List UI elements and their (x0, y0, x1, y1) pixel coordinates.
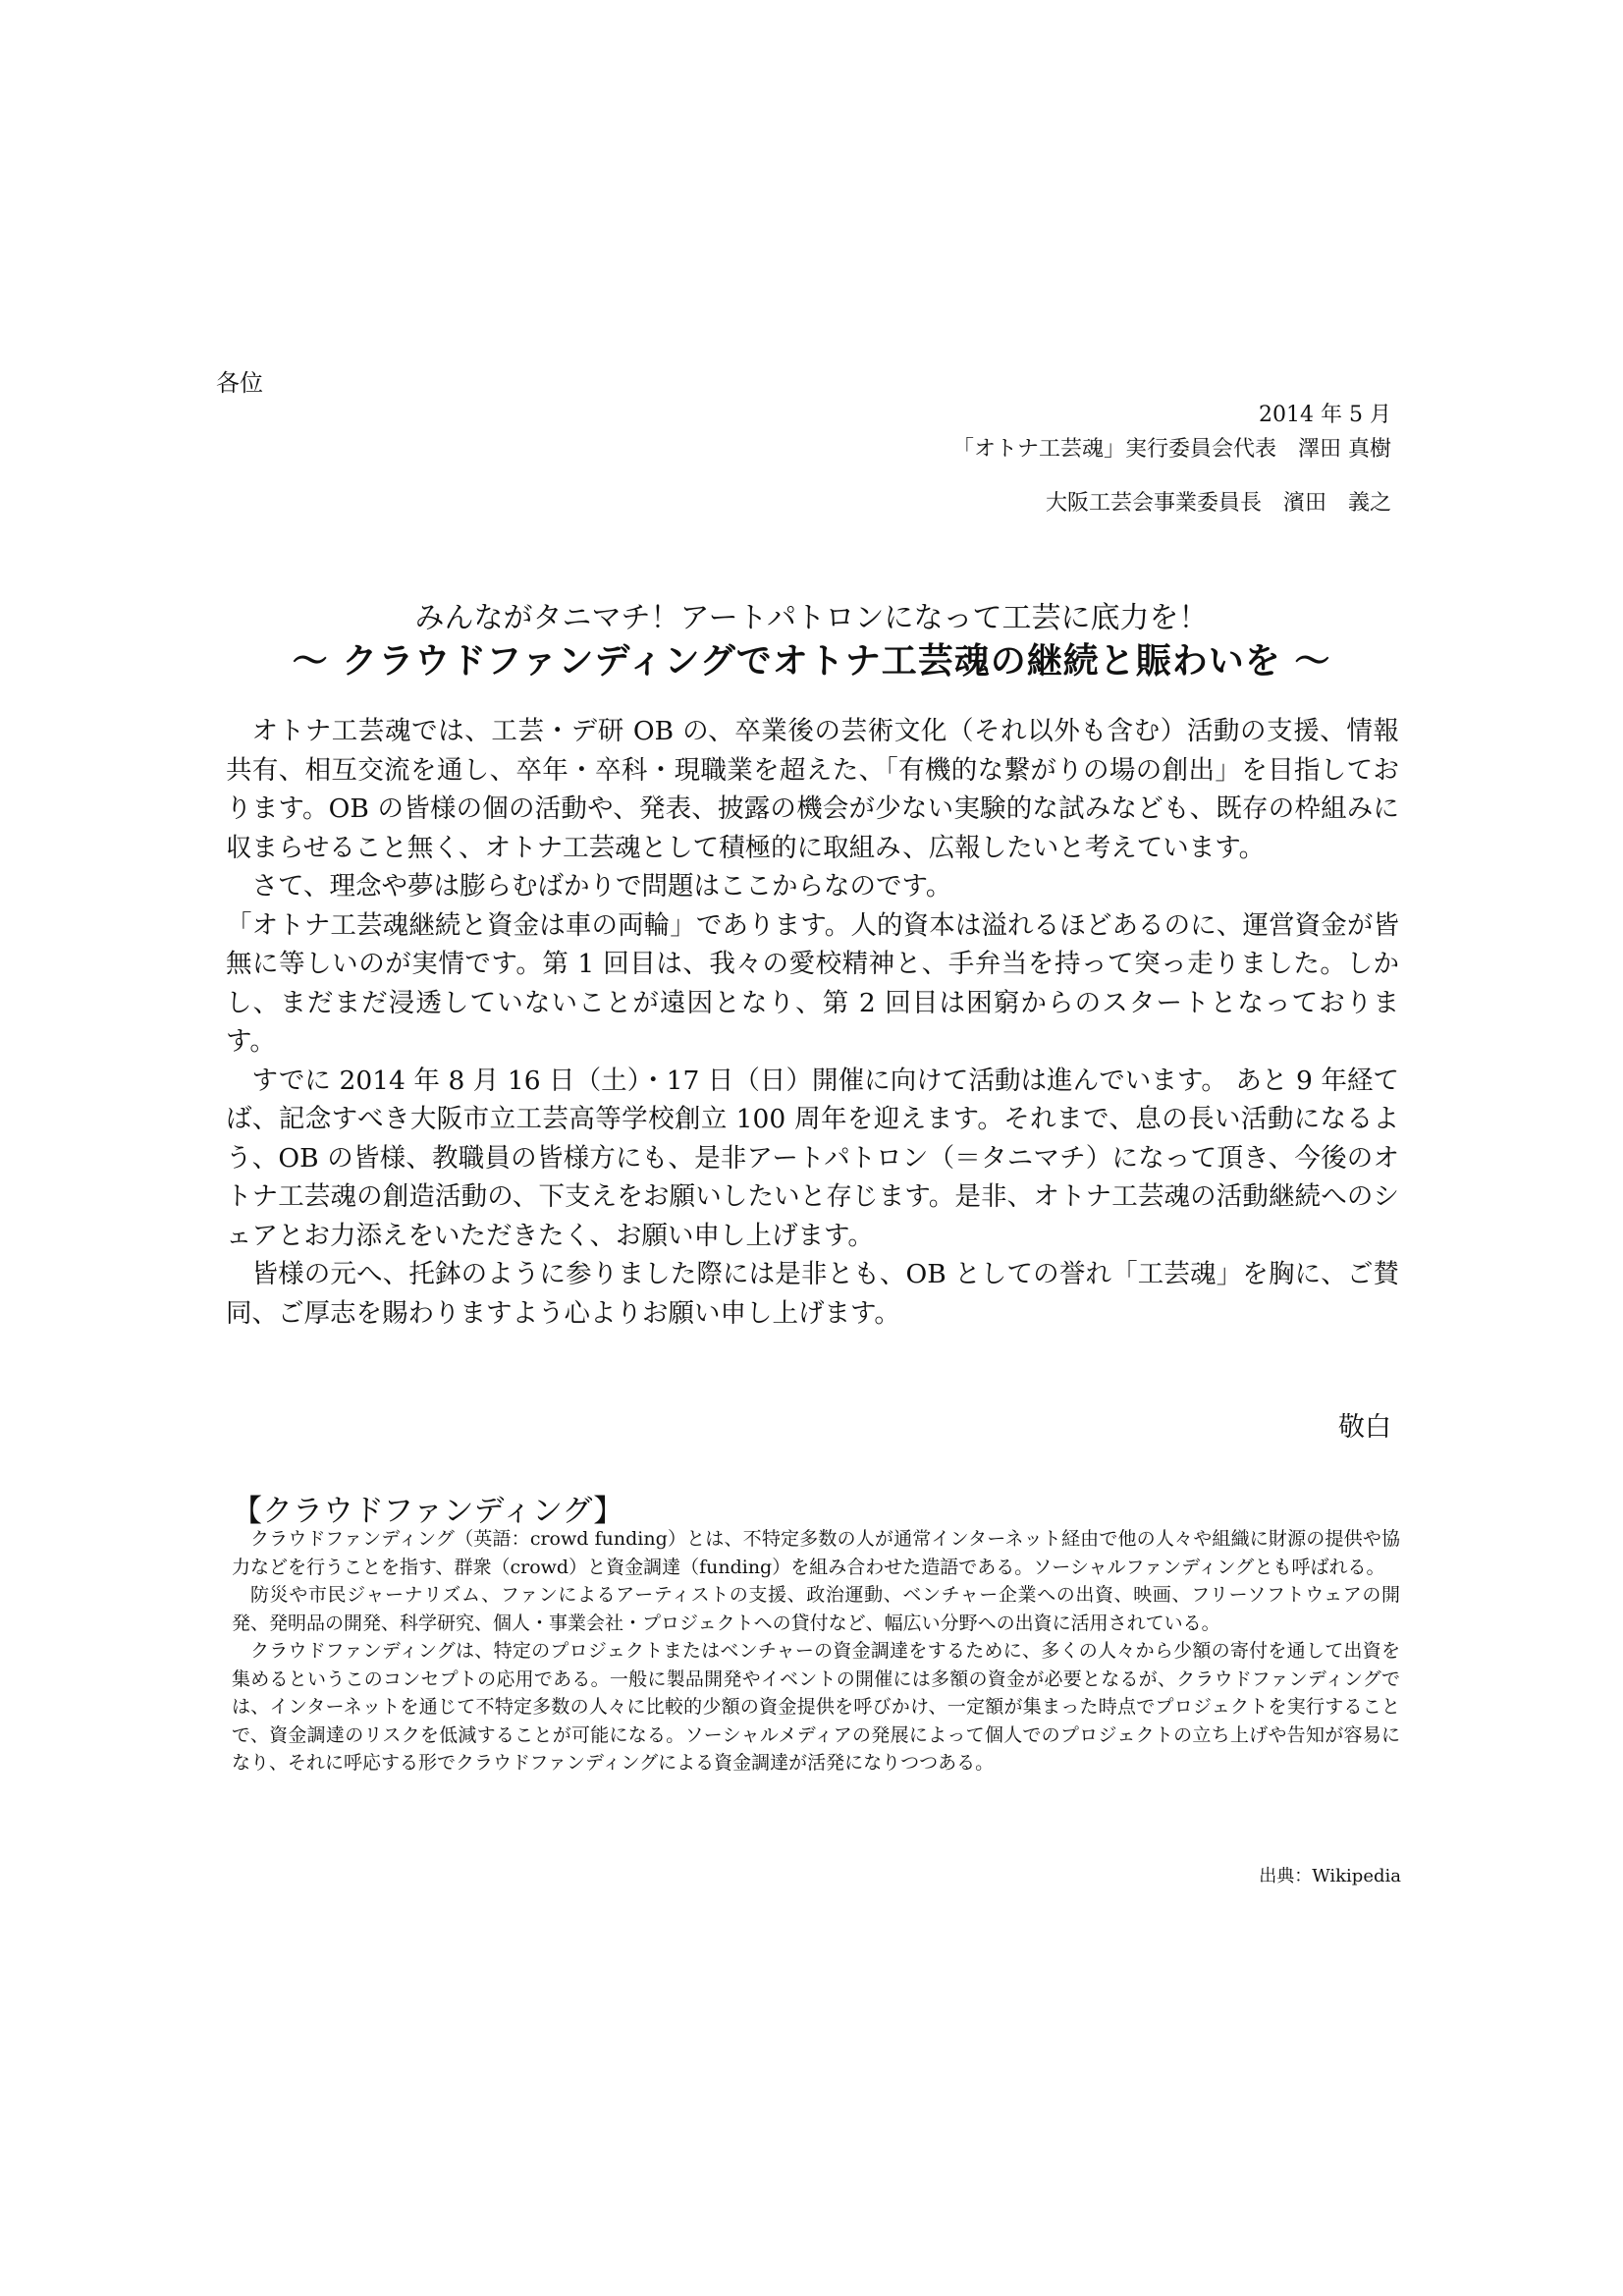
body-paragraph: 「オトナ工芸魂継続と資金は車の両輪」であります。人的資本は溢れるほどあるのに、運営資金が皆無に等しいのが実情です。第 1 回目は、我々の愛校精神と、手弁当を持って突っ走りました。しかし、まだまだ浸透していないことが遠因となり、第 2 回目は困窮からのスタートとなっております。 (226, 909, 1399, 1057)
body-paragraph: 皆様の元へ、托鉢のように参りました際には是非とも、OB としての誉れ「工芸魂」を胸に、ご賛同、ご厚志を賜わりますよう心よりお願い申し上げます。 (226, 1259, 1399, 1329)
body-paragraph: すでに 2014 年 8 月 16 日（土）・17 日（日）開催に向けて活動は進んでいます。 あと 9 年経てば、記念すべき大阪市立工芸高等学校創立 100 周年を迎えます。それまで、息の長い活動になるよう、OB の皆様、教職員の皆様方にも、是非アートパトロン（＝タニマチ）になって頂き、今後のオトナ工芸魂の創造活動の、下支えをお願いしたいと存じます。是非、オトナ工芸魂の活動継続へのシェアとお力添えをいただきたく、お願い申し上げます。 (226, 1065, 1399, 1251)
closing-salutation: 敬白 (1338, 1412, 1391, 1443)
definition-heading: 【クラウドファンディング】 (232, 1494, 624, 1529)
addressee: 各位 (216, 369, 263, 397)
definition-paragraph: クラウドファンディングは、特定のプロジェクトまたはベンチャーの資金調達をするために、多くの人々から少額の寄付を通して出資を集めるというこのコンセプトの応用である。一般に製品開発やイベントの開催には多額の資金が必要となるが、クラウドファンディングでは、インターネットを通じて不特定多数の人々に比較的少額の資金提供を呼びかけ、一定額が集まった時点でプロジェクトを実行することで、資金調達のリスクを低減することが可能になる。ソーシャルメディアの発展によって個人でのプロジェクトの立ち上げや告知が容易になり、それに呼応する形でクラウドファンディングによる資金調達が活発になりつつある。 (232, 1640, 1400, 1774)
sender-committee-representative: 「オトナ工芸魂」実行委員会代表 澤田 真樹 (952, 437, 1391, 462)
body-paragraph: さて、理念や夢は膨らむばかりで問題はここからなのです。 (251, 871, 952, 902)
sender-business-committee-chair: 大阪工芸会事業委員長 濱田 義之 (1045, 491, 1391, 516)
body-paragraph: オトナ工芸魂では、工芸・デ研 OB の、卒業後の芸術文化（それ以外も含む）活動の支援、情報共有、相互交流を通し、卒年・卒科・現職業を超えた、「有機的な繋がりの場の創出」を目指しております。OB の皆様の個の活動や、発表、披露の機会が少ない実験的な試みなども、既存の枠組みに収まらせること無く、オトナ工芸魂として積極的に取組み、広報したいと考えています。 (226, 716, 1399, 863)
letter-body (226, 712, 1399, 1333)
definition-paragraph: 防災や市民ジャーナリズム、ファンによるアーティストの支援、政治運動、ベンチャー企業への出資、映画、フリーソフトウェアの開発、発明品の開発、科学研究、個人・事業会社・プロジェクトへの貸付など、幅広い分野への出資に活用されている。 (232, 1584, 1400, 1634)
definition-body (232, 1525, 1400, 1777)
letter-subtitle: みんながタニマチ！アートパトロンになって工芸に底力を！ (414, 601, 1209, 635)
letter-title: ～ クラウドファンディングでオトナ工芸魂の継続と賑わいを ～ (292, 640, 1331, 682)
letter-date: 2014 年 5 月 (1259, 403, 1391, 427)
definition-paragraph: クラウドファンディング（英語：crowd funding）とは、不特定多数の人が通常インターネット経由で他の人々や組織に財源の提供や協力などを行うことを指す、群衆（crowd）と資金調達（funding）を組み合わせた造語である。ソーシャルファンディングとも呼ばれる。 (232, 1528, 1400, 1578)
source-citation: 出典：Wikipedia (1259, 1866, 1401, 1886)
